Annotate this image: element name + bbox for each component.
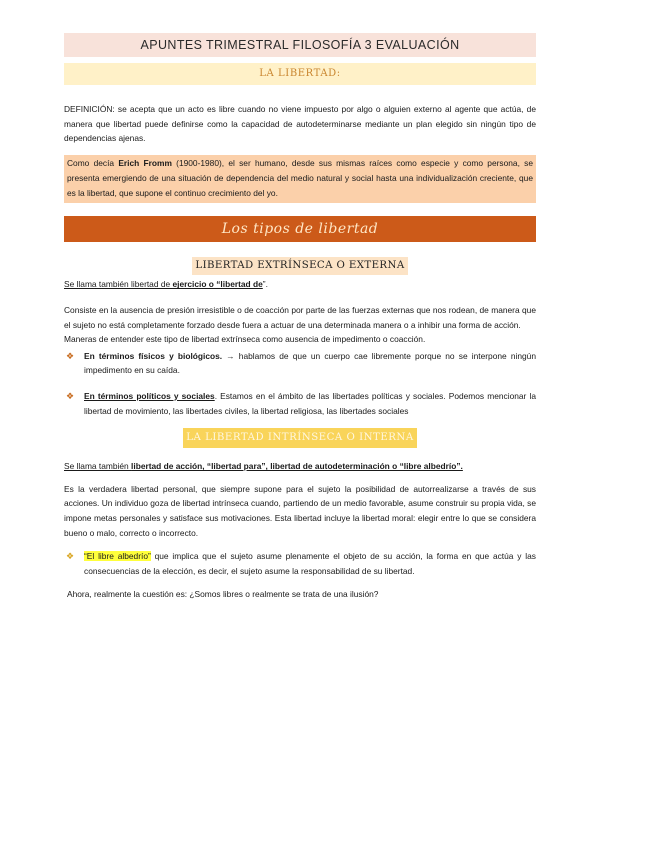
fromm-quote-box [64, 155, 536, 204]
intrinseca-body: Es la verdadera libertad personal, que siempre supone para el sujeto la posibilidad de autorrealizarse a través de sus acciones. Un individuo goza de libertad intrínseca cuando, partiendo de un medio favorable, asume construir su propia vida, se impone metas personales y satisface sus motivaciones. Esta libertad incluye la libertad moral: elegir entre lo que se considera bueno o malo, correcto o incorrecto. [64, 483, 536, 538]
diamond-bullet-icon: ❖ [66, 350, 75, 361]
document-page [64, 32, 536, 602]
intrinseca-also: Se llama también libertad de acción, “libertad para”, libertad de autodeterminación o “libre albedrío”. [64, 461, 463, 472]
section-title-libertad: LA LIBERTAD: [64, 63, 536, 85]
diamond-bullet-icon: ❖ [66, 551, 75, 562]
document-title: APUNTES TRIMESTRAL FILOSOFÍA 3 EVALUACIÓN [64, 33, 536, 57]
closing-question: Ahora, realmente la cuestión es: ¿Somos libres o realmente se trata de una ilusión? [67, 589, 379, 600]
types-banner: Los tipos de libertad [64, 216, 536, 242]
quote-rest: (1900-1980), el ser humano, desde sus mismas raíces como especie y como persona, se presenta emergiendo de una situación de dependencia del medio natural y social hasta una individualización creciente, que es la libertad, que supone el continuo crecimiento del yo. [67, 157, 533, 199]
extrinseca-body: Consiste en la ausencia de presión irresistible o de coacción por parte de las fuerzas externas que nos rodean, de manera que el sujeto no está completamente forzado desde fuera a actuar de una determinada manera o a inhibir una forma de acción. [64, 304, 536, 330]
extrinseca-also: Se llama también libertad de ejercicio o “libertad de”. [64, 279, 268, 290]
quote-prefix: Como decía [67, 157, 119, 168]
extrinseca-heading: LIBERTAD EXTRÍNSECA O EXTERNA [192, 257, 407, 275]
fromm-quote [67, 156, 533, 202]
extrinseca-ways: Maneras de entender este tipo de libertad extrínseca como ausencia de impedimento o coacción. [64, 334, 426, 345]
intrinseca-heading: LA LIBERTAD INTRÍNSECA O INTERNA [183, 428, 416, 448]
quote-author: Erich Fromm [118, 157, 172, 168]
diamond-bullet-icon: ❖ [66, 390, 75, 401]
bullet-libre-albedrio: ❖ “El libre albedrío” que implica que el sujeto asume plenamente el objeto de su acción, la forma en que actúa y las consecuencias de la elección, es decir, el sujeto asume la responsabilidad de su libertad. [66, 551, 536, 576]
bullet-politicos: ❖ En términos políticos y sociales. Estamos en el ámbito de las libertades políticas y sociales. Podemos mencionar la libertad de movimiento, las libertades civiles, la libertad religiosa, las libertades sociales [66, 390, 536, 416]
definition-paragraph: DEFINICIÓN: se acepta que un acto es libre cuando no viene impuesto por algo o alguien externo al agente que actúa, de manera que libertad puede definirse como la capacidad de autodeterminarse mediante un plan elegido sin ningún tipo de dependencias ajenas. [64, 104, 536, 144]
bullet-fisicos: ❖ En términos físicos y biológicos. → hablamos de que un cuerpo cae libremente porque no se interpone ningún impedimento en su caída. [66, 350, 536, 376]
